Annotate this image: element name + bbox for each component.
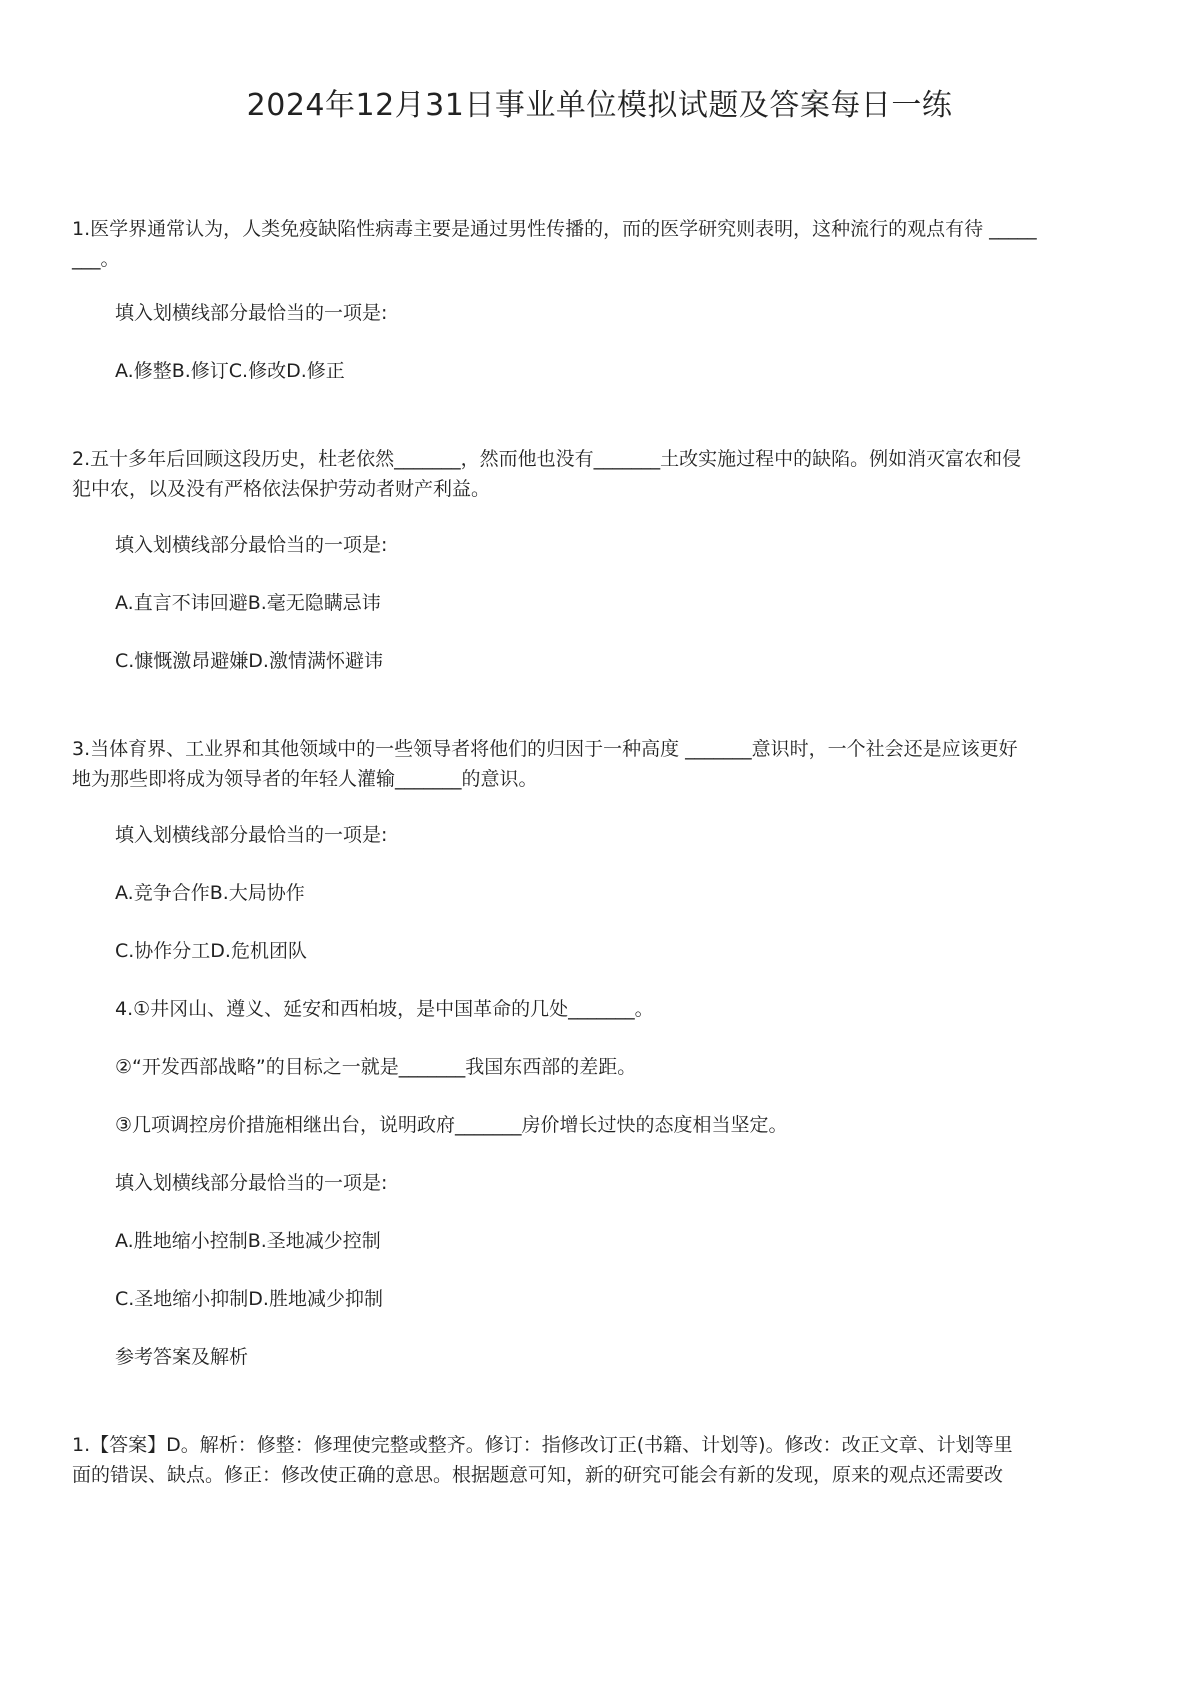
question-3-options-line-2: C.协作分工D.危机团队 xyxy=(115,940,307,962)
question-4-stem-line-2: ②“开发西部战略”的目标之一就是_______我国东西部的差距。 xyxy=(115,1056,637,1078)
question-1-options: A.修整B.修订C.修改D.修正 xyxy=(115,360,345,382)
question-1-prompt: 填入划横线部分最恰当的一项是: xyxy=(115,302,388,324)
question-2-options-line-1: A.直言不讳回避B.毫无隐瞒忌讳 xyxy=(115,592,381,614)
answers-heading: 参考答案及解析 xyxy=(115,1346,249,1368)
question-2-stem-line-2: 犯中农，以及没有严格依法保护劳动者财产利益。 xyxy=(72,478,491,500)
question-4-prompt: 填入划横线部分最恰当的一项是: xyxy=(115,1172,388,1194)
answer-1-line-2: 面的错误、缺点。修正：修改使正确的意思。根据题意可知，新的研究可能会有新的发现，原来的观点还需要改 xyxy=(72,1464,1004,1486)
question-2-stem-line-1: 2.五十多年后回顾这段历史，杜老依然_______，然而他也没有_______土改实施过程中的缺陷。例如消灭富农和侵 xyxy=(72,448,1022,470)
question-3-stem-line-2: 地为那些即将成为领导者的年轻人灌输_______的意识。 xyxy=(72,768,538,790)
question-4-options-line-1: A.胜地缩小控制B.圣地减少控制 xyxy=(115,1230,381,1252)
question-4-stem-line-1: 4.①井冈山、遵义、延安和西柏坡，是中国革命的几处_______。 xyxy=(115,998,654,1020)
question-3-prompt: 填入划横线部分最恰当的一项是: xyxy=(115,824,388,846)
question-3-stem-line-1: 3.当体育界、工业界和其他领域中的一些领导者将他们的归因于一种高度 _______意识时，一个社会还是应该更好 xyxy=(72,738,1018,760)
question-2-options-line-2: C.慷慨激昂避嫌D.激情满怀避讳 xyxy=(115,650,383,672)
question-1-stem-line-2: ___。 xyxy=(72,248,120,270)
question-4-options-line-2: C.圣地缩小抑制D.胜地减少抑制 xyxy=(115,1288,383,1310)
question-3-options-line-1: A.竞争合作B.大局协作 xyxy=(115,882,305,904)
answer-1-line-1: 1.【答案】D。解析：修整：修理使完整或整齐。修订：指修改订正(书籍、计划等)。修改：改正文章、计划等里 xyxy=(72,1434,1013,1456)
question-2-prompt: 填入划横线部分最恰当的一项是: xyxy=(115,534,388,556)
question-1-stem-line-1: 1.医学界通常认为，人类免疫缺陷性病毒主要是通过男性传播的，而的医学研究则表明，这种流行的观点有待 _____ xyxy=(72,218,1037,240)
page-title: 2024年12月31日事业单位模拟试题及答案每日一练 xyxy=(246,88,953,123)
question-4-stem-line-3: ③几项调控房价措施相继出台，说明政府_______房价增长过快的态度相当坚定。 xyxy=(115,1114,788,1136)
